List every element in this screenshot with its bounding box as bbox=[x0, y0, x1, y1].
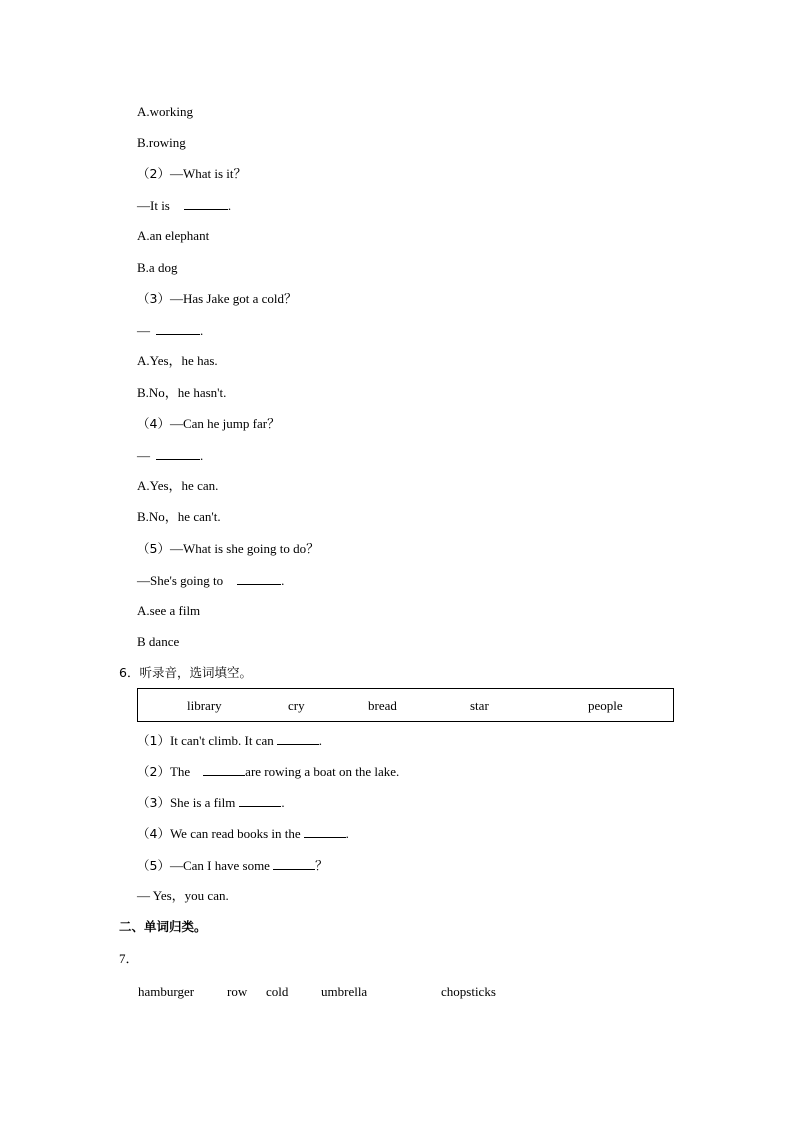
answer-prefix: —It is bbox=[137, 198, 170, 213]
question-5 bbox=[137, 541, 319, 557]
question-4 bbox=[137, 416, 280, 432]
answer-line bbox=[137, 322, 203, 339]
fill-blank-item-3 bbox=[137, 794, 285, 811]
option-b: B.a dog bbox=[137, 260, 178, 275]
answer-end: . bbox=[227, 198, 232, 213]
question-7-number: 7． bbox=[119, 951, 139, 966]
answer-blank bbox=[237, 572, 281, 585]
question-number: （2） bbox=[137, 166, 170, 181]
question-6-heading: 6．听录音，选词填空。 bbox=[119, 665, 252, 680]
option-a: A.Yes，he can. bbox=[137, 478, 219, 493]
section-heading: 二、单词归类。 bbox=[119, 919, 207, 934]
fill-blank-item-5 bbox=[137, 857, 328, 874]
word-bank-box bbox=[137, 688, 674, 722]
question-text: —What is it？ bbox=[169, 166, 247, 181]
answer-blank bbox=[156, 447, 200, 460]
item-number: （3） bbox=[137, 795, 170, 810]
item-number: （5） bbox=[137, 858, 170, 873]
item-text-end: . bbox=[318, 733, 322, 748]
item-number: （2） bbox=[137, 764, 170, 779]
answer-end: . bbox=[200, 448, 204, 463]
item-text: We can read books in the bbox=[169, 826, 301, 841]
answer-blank bbox=[184, 197, 228, 210]
word-bank-item: star bbox=[470, 698, 489, 713]
word-item: row bbox=[227, 984, 248, 999]
question-number: （3） bbox=[137, 291, 170, 306]
word-item: chopsticks bbox=[441, 984, 496, 999]
fill-blank bbox=[304, 825, 346, 838]
option-a: A.see a film bbox=[137, 603, 201, 618]
word-bank-item: library bbox=[187, 698, 222, 713]
answer-line bbox=[137, 447, 203, 464]
fill-blank-item-2 bbox=[137, 763, 399, 780]
question-2 bbox=[137, 166, 247, 182]
answer-line bbox=[137, 197, 231, 214]
answer-end: . bbox=[281, 573, 285, 588]
item-text-end: ？ bbox=[314, 858, 328, 873]
item-text-end: . bbox=[345, 826, 349, 841]
option-a: A.Yes，he has. bbox=[137, 353, 218, 368]
fill-blank bbox=[203, 763, 245, 776]
item-text: It can't climb. It can bbox=[169, 733, 274, 748]
answer-blank bbox=[156, 322, 200, 335]
word-bank-item: bread bbox=[368, 698, 397, 713]
option-b: B dance bbox=[137, 634, 180, 649]
fill-blank bbox=[239, 794, 281, 807]
fill-blank-item-4 bbox=[137, 825, 349, 842]
fill-blank bbox=[273, 857, 315, 870]
item-text: She is a film bbox=[169, 795, 236, 810]
option-a: A.working bbox=[137, 104, 193, 119]
option-b: B.No，he can't. bbox=[137, 509, 221, 524]
question-text: —Can he jump far？ bbox=[169, 416, 281, 431]
word-bank-item: people bbox=[588, 698, 623, 713]
word-bank-item: cry bbox=[288, 698, 305, 713]
answer-prefix: — bbox=[137, 448, 150, 463]
item-text: —Can I have some bbox=[169, 858, 270, 873]
word-item: hamburger bbox=[138, 984, 195, 999]
fill-blank bbox=[277, 732, 319, 745]
question-number: （5） bbox=[137, 541, 170, 556]
question-text: —What is she going to do？ bbox=[169, 541, 320, 556]
answer-line bbox=[137, 572, 284, 589]
item-text-end: . bbox=[281, 795, 285, 810]
answer-prefix: —She's going to bbox=[137, 573, 224, 588]
option-b: B.rowing bbox=[137, 135, 186, 150]
fill-blank-item-1 bbox=[137, 732, 322, 749]
item-text: The bbox=[169, 764, 191, 779]
question-3 bbox=[137, 291, 297, 307]
item-number: （1） bbox=[137, 733, 170, 748]
question-number: （4） bbox=[137, 416, 170, 431]
item-number: （4） bbox=[137, 826, 170, 841]
answer-end: . bbox=[200, 323, 204, 338]
word-item: umbrella bbox=[321, 984, 368, 999]
reply-line: — Yes，you can. bbox=[137, 888, 229, 903]
word-item: cold bbox=[266, 984, 289, 999]
item-text-end: are rowing a boat on the lake. bbox=[245, 764, 400, 779]
option-a: A.an elephant bbox=[137, 228, 210, 243]
question-text: —Has Jake got a cold？ bbox=[169, 291, 298, 306]
option-b: B.No，he hasn't. bbox=[137, 385, 227, 400]
answer-prefix: — bbox=[137, 323, 150, 338]
